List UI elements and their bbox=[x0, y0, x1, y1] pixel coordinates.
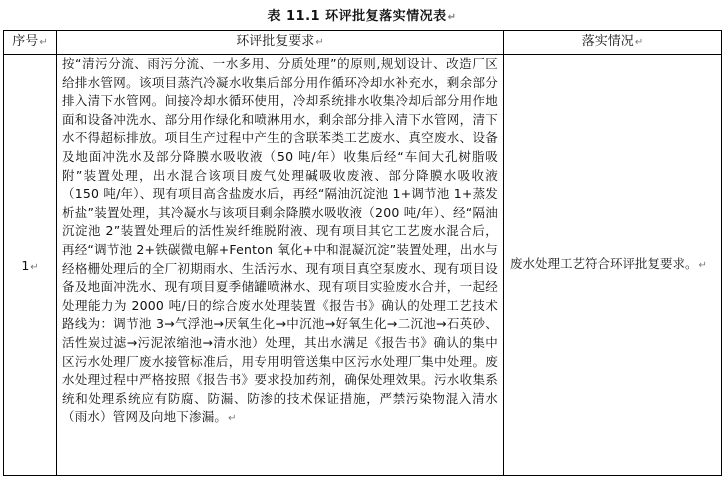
header-requirement: 环评批复要求↵ bbox=[57, 31, 504, 55]
row-seq-cell: 1↵ bbox=[4, 55, 57, 476]
header-status: 落实情况↵ bbox=[504, 31, 722, 55]
row-status-cell: 废水处理工艺符合环评批复要求。↵ bbox=[504, 55, 722, 476]
approval-table bbox=[3, 30, 722, 476]
table-header-row bbox=[4, 31, 722, 55]
table-title: 表 11.1 环评批复落实情况表↵ bbox=[267, 9, 457, 24]
header-seq: 序号↵ bbox=[4, 31, 57, 55]
row-requirement-cell: 按“清污分流、雨污分流、一水多用、分质处理”的原则,规划设计、改造厂区给排水管网。该项目蒸汽冷凝水收集后部分用作循环冷却水补充水，剩余部分排入清下水管网。间接冷却水循环使用，冷却系统排水收集冷却后部分用作地面和设备冲洗水、部分用作绿化和喷淋用水，剩余部分排入清下水管网，清下水不得超标排放。项目生产过程中产生的含联苯类工艺废水、真空废水、设备及地面冲洗水及部分降膜水吸收液（50 吨/年）收集后经“车间大孔树脂吸附”装置处理，出水混合该项目废气处理碱吸收废液、部分降膜水吸收液（150 吨/年）、现有项目高含盐废水后，再经“隔油沉淀池 1+调节池 1+蒸发析盐”装置处理，其冷凝水与该项目剩余降膜水吸收液（200 吨/年）、经“隔油沉淀池 2”装置处理后的活性炭纤维脱附液、现有项目其它工艺废水混合后，再经“调节池 2+铁碳微电解+Fenton 氧化+中和混凝沉淀”装置处理，出水与经格栅处理后的全厂初期雨水、生活污水、现有项目真空泵废水、现有项目设备及地面冲洗水、现有项目夏季储罐喷淋水、现有项目实验废水合并，一起经处理能力为 2000 吨/日的综合废水处理装置《报告书》确认的处理工艺技术路线为：调节池 3→气浮池→厌氧生化→中沉池→好氧生化→二沉池→石英砂、活性炭过滤→污泥浓缩池→清水池）处理，其出水满足《报告书》确认的集中区污水处理厂废水接管标准后，用专用明管送集中区污水处理厂集中处理。废水处理过程中严格按照《报告书》要求投加药剂，确保处理效果。污水收集系统和处理系统应有防腐、防漏、防渗的技术保证措施，严禁污染物混入清水（雨水）管网及向地下渗漏。↵ bbox=[57, 55, 504, 476]
table-row bbox=[4, 55, 722, 476]
